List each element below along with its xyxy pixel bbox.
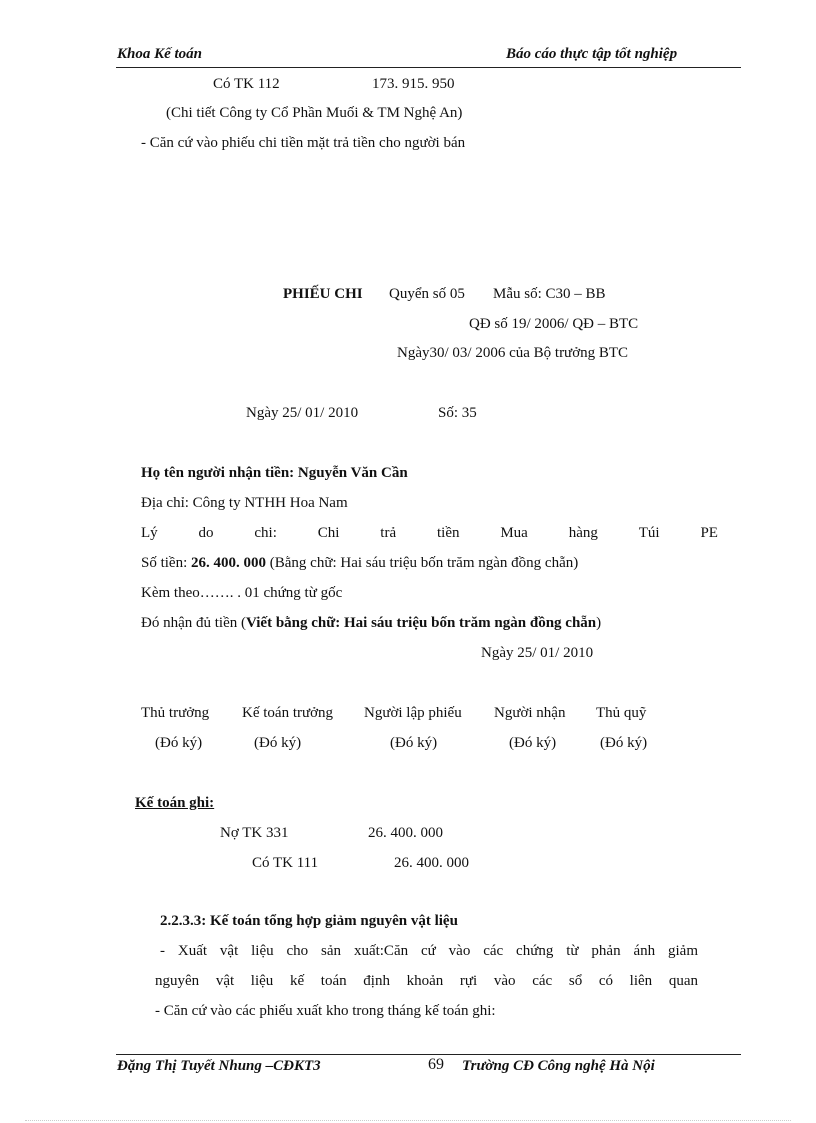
- section-paragraph-line: - Căn cứ vào các phiếu xuất kho trong tháng kế toán ghi:: [155, 1003, 496, 1019]
- sig-signed-cashier: (Đó ký): [600, 735, 648, 751]
- entry-debit-amount: 26. 400. 000: [368, 825, 443, 841]
- recipient-address: Địa chỉ: Công ty NTHH Hoa Nam: [141, 495, 348, 511]
- entry-credit-account: Có TK 111: [252, 855, 319, 871]
- amount-value: 26. 400. 000: [191, 555, 267, 571]
- received-statement: [141, 615, 601, 632]
- header-rule: [116, 67, 741, 68]
- payment-amount: [141, 555, 578, 572]
- reason-word: trả: [380, 525, 397, 541]
- reason-word: Túi: [638, 525, 660, 541]
- voucher-book: Quyển số 05: [389, 286, 465, 302]
- sig-title-preparer: Người lập phiếu: [364, 705, 462, 721]
- reason-word: chi:: [254, 525, 277, 541]
- reason-word: tiền: [436, 525, 460, 541]
- payment-reason: [141, 525, 718, 542]
- section-paragraph-line: nguyên vật liệu kế toán định khoản rựi vào các sổ có liên quan: [155, 973, 698, 989]
- sig-signed-preparer: (Đó ký): [390, 735, 438, 751]
- footer-school: Trường CĐ Công nghệ Hà Nội: [462, 1058, 655, 1074]
- sig-title-director: Thủ trưởng: [141, 705, 210, 721]
- voucher-date: Ngày 25/ 01/ 2010: [246, 405, 359, 421]
- entry-credit-amount: 26. 400. 000: [394, 855, 469, 871]
- received-prefix: Đó nhận đủ tiền (: [141, 615, 246, 631]
- signature-date: Ngày 25/ 01/ 2010: [481, 645, 594, 661]
- reason-word: Chi: [317, 525, 340, 541]
- voucher-title: PHIẾU CHI: [283, 286, 363, 302]
- amount-prefix: Số tiền:: [141, 555, 192, 571]
- section-heading: 2.2.3.3: Kế toán tổng hợp giảm nguyên vật liệu: [160, 913, 458, 929]
- sig-title-cashier: Thủ quỹ: [596, 705, 647, 721]
- reason-word: Lý: [141, 525, 158, 541]
- recipient-name: Họ tên người nhận tiền: Nguyễn Văn Cần: [141, 465, 408, 481]
- reason-word: hàng: [568, 525, 598, 541]
- amount-in-words: (Bằng chữ: Hai sáu triệu bốn trăm ngàn đồng chẵn): [266, 555, 579, 571]
- received-in-words: Viết bằng chữ: Hai sáu triệu bốn trăm ngàn đồng chẵn: [245, 615, 597, 631]
- reason-word: do: [198, 525, 214, 541]
- intro-basis-note: - Căn cứ vào phiếu chi tiền mặt trả tiền cho người bán: [141, 135, 466, 151]
- sig-title-chief-accountant: Kế toán trưởng: [242, 705, 334, 721]
- sig-signed-recipient: (Đó ký): [509, 735, 557, 751]
- header-report-title: Báo cáo thực tập tốt nghiệp: [506, 46, 678, 62]
- page-bottom-border: [25, 1120, 791, 1121]
- voucher-form: Mẫu số: C30 – BB: [493, 286, 606, 302]
- intro-credit-amount: 173. 915. 950: [372, 76, 455, 92]
- sig-signed-chief-accountant: (Đó ký): [254, 735, 302, 751]
- footer-rule: [116, 1054, 741, 1055]
- footer-page-number: 69: [428, 1056, 444, 1073]
- voucher-number: Số: 35: [438, 405, 477, 421]
- section-paragraph-line: - Xuất vật liệu cho sản xuất:Căn cứ vào các chứng từ phản ánh giảm: [160, 943, 698, 959]
- footer-author: Đặng Thị Tuyết Nhung –CĐKT3: [117, 1058, 321, 1074]
- entry-debit-account: Nợ TK 331: [220, 825, 289, 841]
- header-department: Khoa Kế toán: [117, 46, 203, 62]
- intro-company-detail: (Chi tiết Công ty Cổ Phần Muối & TM Nghệ An): [166, 105, 463, 121]
- received-suffix: ): [596, 615, 602, 631]
- entry-heading: Kế toán ghi:: [135, 795, 215, 811]
- voucher-decision-date: Ngày30/ 03/ 2006 của Bộ trưởng BTC: [397, 345, 629, 361]
- attached-documents: Kèm theo……. . 01 chứng từ gốc: [141, 585, 343, 601]
- sig-signed-director: (Đó ký): [155, 735, 203, 751]
- reason-word: PE: [700, 525, 718, 541]
- voucher-decision: QĐ số 19/ 2006/ QĐ – BTC: [469, 316, 639, 332]
- reason-word: Mua: [500, 525, 528, 541]
- intro-credit-account: Có TK 112: [213, 76, 280, 92]
- sig-title-recipient: Người nhận: [494, 705, 566, 721]
